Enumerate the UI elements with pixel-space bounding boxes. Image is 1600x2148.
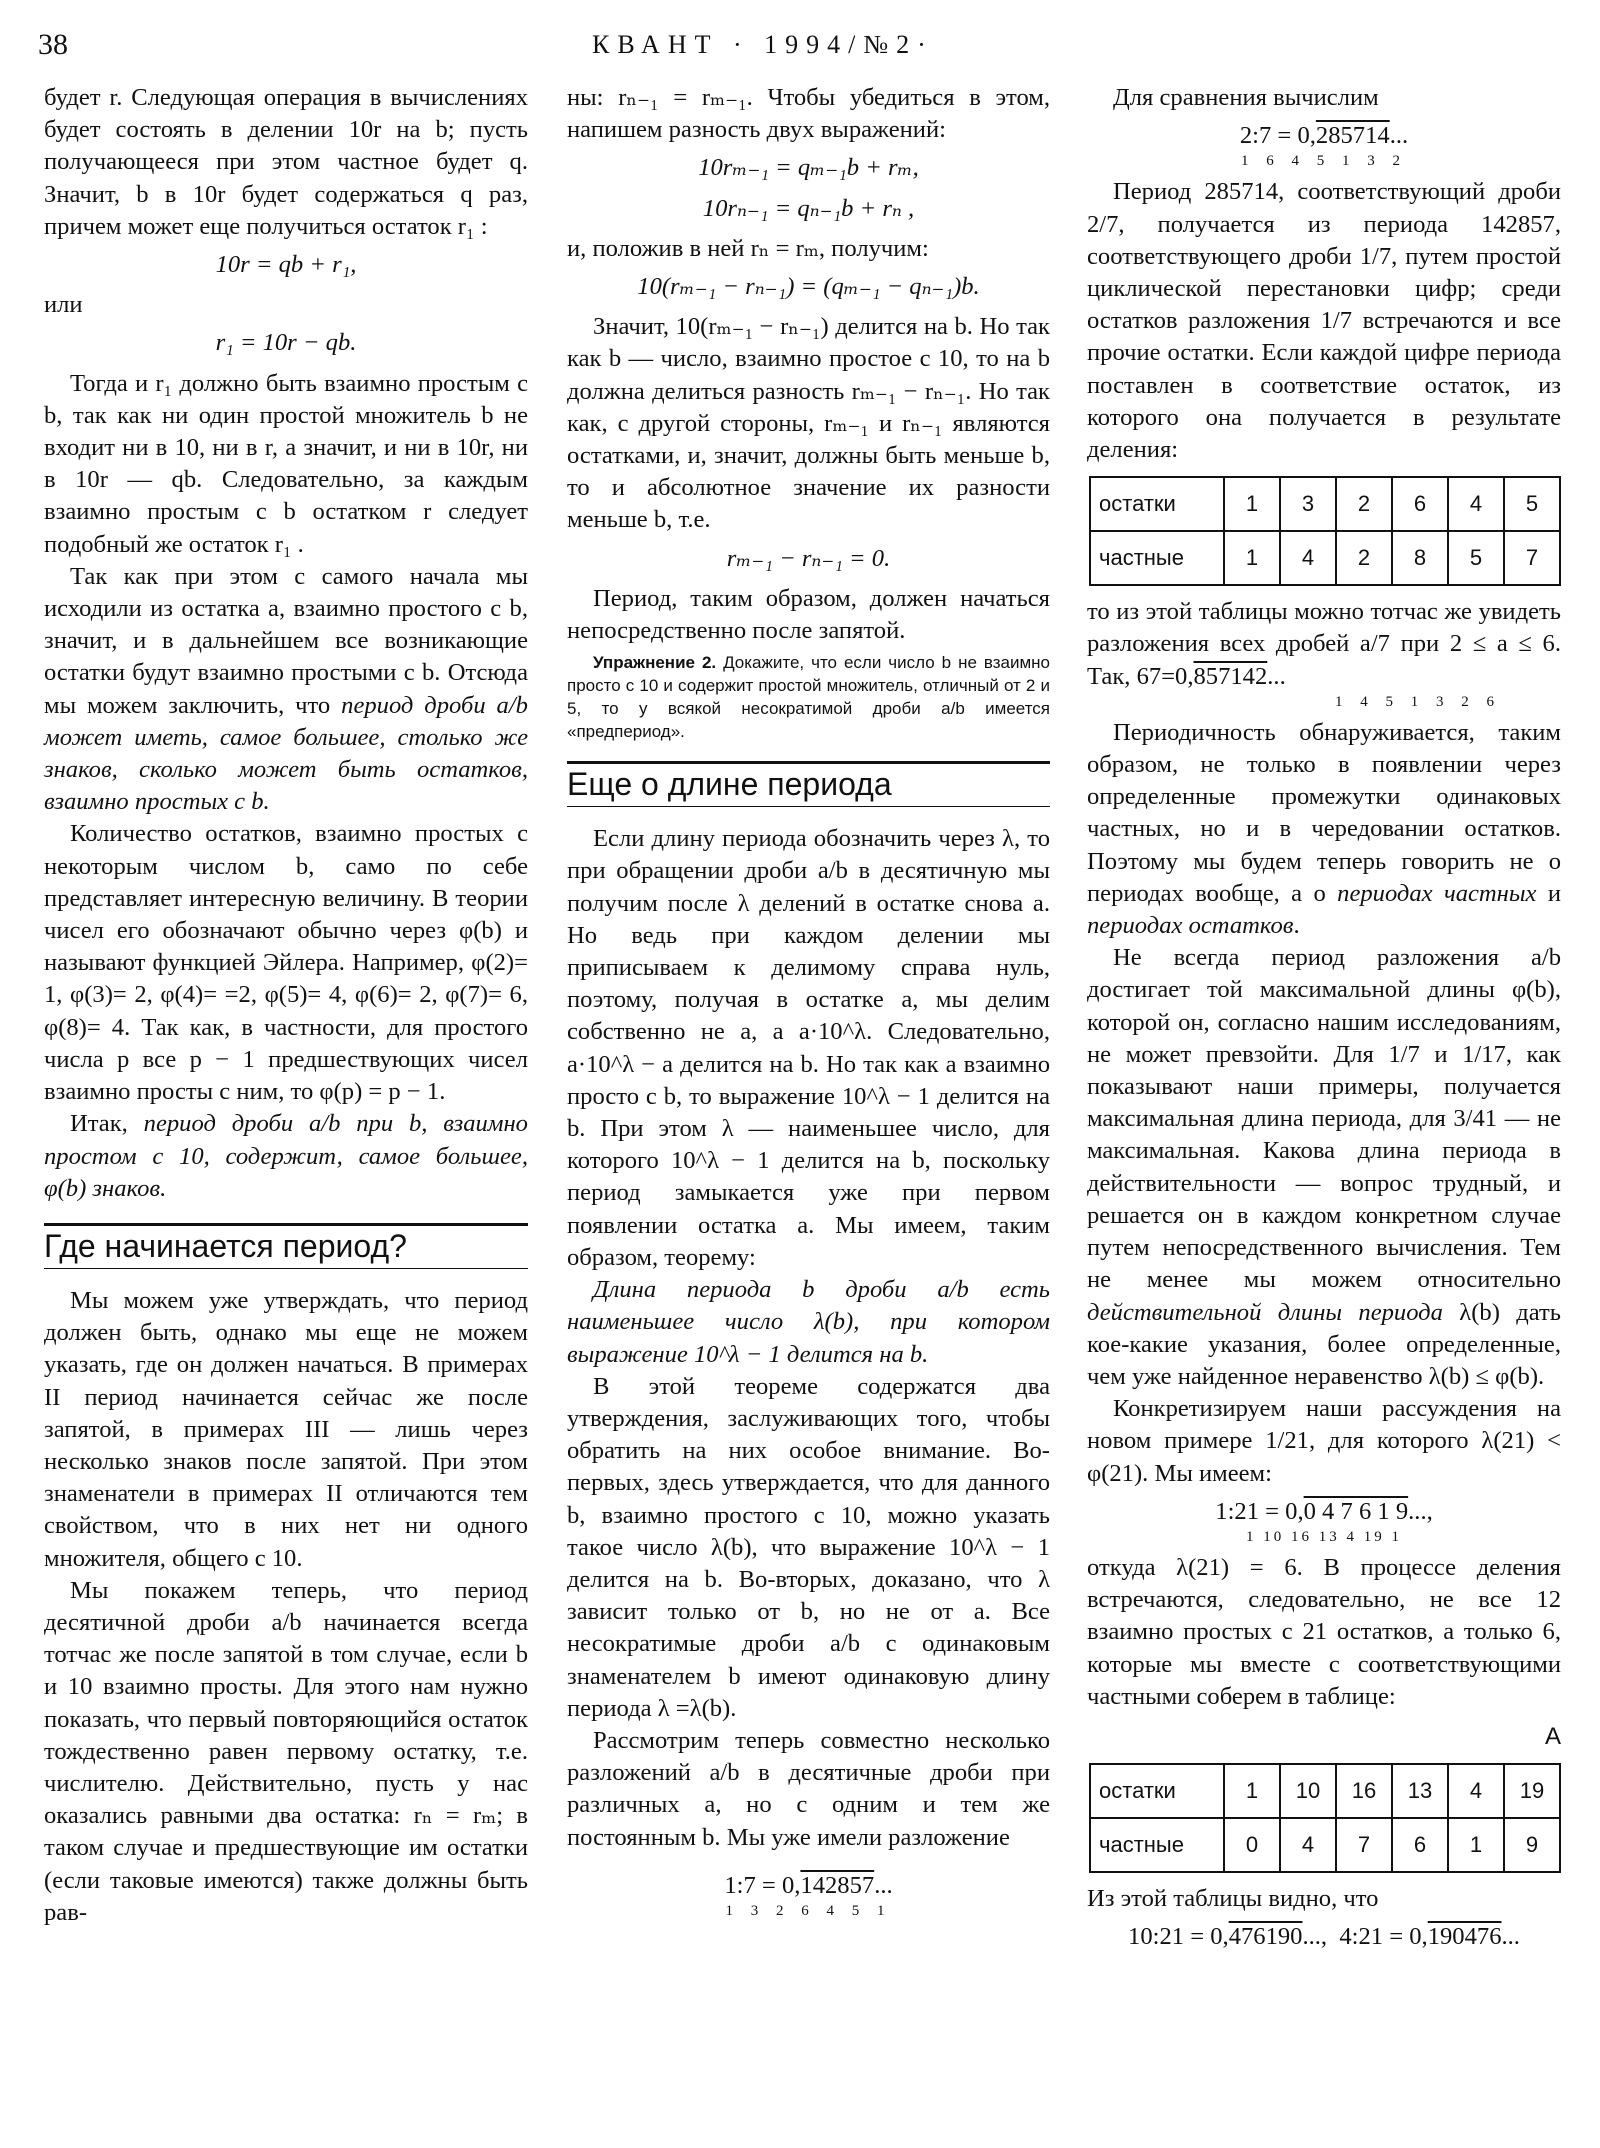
table-cell: 6 <box>1392 1818 1448 1872</box>
table-cell: частные <box>1090 1818 1224 1872</box>
equation: 10:21 = 0,476190..., 4:21 = 0,190476... <box>1128 1923 1520 1951</box>
table-cell: частные <box>1090 531 1224 585</box>
table-row <box>1090 1818 1560 1872</box>
table-cell: 9 <box>1504 1818 1560 1872</box>
table-cell: 4 <box>1448 477 1504 531</box>
paragraph: Если длину периода обозначить через λ, то при обращении дроби a/b в десятичную мы получим после λ делений в остатке снова a. Но ведь при каждом делении мы приписываем к делимому справа нуль, поэтому, получая в остатке a, мы делим собственно не a, а a·10^λ. Следовательно, a·10^λ − a делится на b. Но так как a взаимно просто с b, то выражение 10^λ − 1 делится на b. При этом λ — наименьшее число, для которого 10^λ − 1 делится на b, поскольку период замыкается уже при первом появлении остатка a. Мы имеем, таким образом, теорему: <box>567 825 1050 1271</box>
remainder-digits: 1 10 16 13 4 19 1 <box>1246 1528 1402 1545</box>
remainders-table-7 <box>1089 476 1561 586</box>
table-cell: 16 <box>1336 1764 1392 1818</box>
table-cell: 2 <box>1336 531 1392 585</box>
paragraph: Так как при этом с самого начала мы исходили из остатка a, взаимно простого с b, значит, и в дальнейшем все возникающие остатки будут взаимно простыми с b. Отсюда мы можем заключить, что период дроби a/b может иметь, самое большее, столько же знаков, сколько может быть остатков, взаимно простых с b. <box>44 562 528 816</box>
paragraph: Значит, 10(rₘ₋₁ − rₙ₋₁) делится на b. Но так как b — число, взаимно простое с 10, то на b должна делиться разность rₘ₋₁ − rₙ₋₁. Но так как, с другой стороны, rₘ₋₁ и rₙ₋₁ являются остатками, и, значит, должны быть меньше b, то и абсолютное значение их разности меньше b, т.е. <box>567 313 1050 534</box>
journal-header: КВАНТ · 1994/№2· <box>592 30 934 59</box>
paragraph: будет r. Следующая операция в вычислениях будет состоять в делении 10r на b; пусть получающееся при этом частное будет q. Значит, b в 10r будет содержаться q раз, причем может еще получиться остаток r₁ : <box>44 84 528 240</box>
table-cell: 7 <box>1336 1818 1392 1872</box>
table-cell: 8 <box>1392 531 1448 585</box>
table-cell: 13 <box>1392 1764 1448 1818</box>
table-cell: 1 <box>1448 1818 1504 1872</box>
paragraph: и, положив в ней rₙ = rₘ, получим: <box>567 234 929 262</box>
paragraph: Мы покажем теперь, что период десятичной дроби a/b начинается всегда тотчас же после запятой в том случае, если b и 10 взаимно просты. Для этого нам нужно показать, что первый повторяющийся остаток тождественно равен первому остатку, т.е. числителю. Действительно, пусть у нас оказались равными два остатка: rₙ = rₘ; в таком случае и предшествующие им остатки (если таковые имеются) также должны быть рав- <box>44 1576 528 1926</box>
table-cell: остатки <box>1090 477 1224 531</box>
table-cell: 5 <box>1448 531 1504 585</box>
remainder-digits: 1 4 5 1 3 2 6 <box>1335 693 1501 710</box>
remainders-table-21 <box>1089 1763 1561 1873</box>
table-row <box>1090 1764 1560 1818</box>
table-row <box>1090 477 1560 531</box>
equation: 10rₙ₋₁ = qₙ₋₁b + rₙ , <box>702 194 915 222</box>
table-cell: 1 <box>1224 531 1280 585</box>
table-cell: 4 <box>1280 531 1336 585</box>
equation: 2:7 = 0,285714... <box>1239 122 1409 150</box>
paragraph: Период, таким образом, должен начаться непосредственно после запятой. <box>567 584 1050 645</box>
exercise: Упражнение 2. Докажите, что если число b не взаимно просто с 10 и содержит простой множитель, отличный от 2 и 5, то у всякой несократимой дроби a/b имеется «предпериод». <box>567 653 1050 742</box>
table-cell: 19 <box>1504 1764 1560 1818</box>
equation: 10r = qb + r₁, <box>215 251 357 279</box>
equation: rₘ₋₁ − rₙ₋₁ = 0. <box>726 544 891 572</box>
paragraph: В этой теореме содержатся два утверждения, заслуживающих того, чтобы обратить на них особое внимание. Во-первых, здесь утверждается, что для данного b, взаимно простого с 10, можно указать такое число λ(b), что выражение 10^λ − 1 делится на b. Во-вторых, доказано, что λ зависит только от b, но не от a. Все несократимые дроби a/b с одинаковым знаменателем b имеют одинаковую длину периода λ =λ(b). <box>567 1372 1050 1722</box>
paragraph: Тогда и r₁ должно быть взаимно простым с b, так как ни один простой множитель b не входит ни в 10, ни в r, а значит, и ни в 10r, ни в 10r — qb. Следовательно, за каждым взаимно простым с b остатком r следует подобный же остаток r₁ . <box>44 369 528 558</box>
table-cell: 2 <box>1336 477 1392 531</box>
table-cell: 10 <box>1280 1764 1336 1818</box>
table-row <box>1090 531 1560 585</box>
table-cell: 7 <box>1504 531 1560 585</box>
equation: 1:21 = 0,0 4 7 6 1 9..., <box>1215 1497 1433 1525</box>
paragraph: Период 285714, соответствующий дроби 2/7, получается из периода 142857, соответствующего дроби 1/7, путем простой циклической перестановки цифр; среди остатков разложения 1/7 встречаются и все прочие остатки. Если каждой цифре периода поставлен в соответствие остаток, из которого она получается в результате деления: <box>1087 178 1561 464</box>
paragraph: Мы можем уже утверждать, что период должен быть, однако мы еще не можем указать, где он должен начаться. В примерах II период начинается сейчас же после запятой, в примерах III — лишь через несколько знаков после запятой. При этом знаменатели в примерах II отличаются тем свойством, что в них нет ни одного множителя, общего с 10. <box>44 1286 528 1572</box>
page-number: 38 <box>38 28 68 61</box>
table-cell: 0 <box>1224 1818 1280 1872</box>
paragraph: Не всегда период разложения a/b достигает той максимальной длины φ(b), которой он, согласно нашим исследованиям, не может превзойти. Для 1/7 и 1/17, как показывают наши примеры, получается максимальная длина периода, для 3/41 — не максимальная. Какова длина периода в действительности — вопрос трудный, и решается он в каждом конкретном случае путем непосредственного вычисления. Тем не менее мы можем относительно действительной длины периода λ(b) дать кое-какие указания, более определенные, чем уже найденное неравенство λ(b) ≤ φ(b). <box>1087 944 1562 1390</box>
table-cell: остатки <box>1090 1764 1224 1818</box>
paragraph: Из этой таблицы видно, что <box>1087 1885 1379 1913</box>
section-heading: Где начинается период? <box>44 1223 528 1269</box>
table-cell: 4 <box>1280 1818 1336 1872</box>
paragraph: Конкретизируем наши рассуждения на новом примере 1/21, для которого λ(21) < φ(21). Мы имеем: <box>1087 1395 1561 1487</box>
column-3 <box>1087 82 1561 1962</box>
column-1 <box>44 82 528 1929</box>
column-2 <box>567 82 1050 1926</box>
paragraph: Рассмотрим теперь совместно несколько разложений a/b в десятичные дроби при различных a, но с одним и тем же постоянным b. Мы уже имели разложение <box>567 1726 1050 1851</box>
table-cell: 1 <box>1224 477 1280 531</box>
equation: r₁ = 10r − qb. <box>215 329 357 357</box>
paragraph: Для сравнения вычислим <box>1113 84 1379 111</box>
equation: 10(rₘ₋₁ − rₙ₋₁) = (qₘ₋₁ − qₙ₋₁)b. <box>637 273 980 301</box>
table-cell: 4 <box>1448 1764 1504 1818</box>
remainder-digits: 1 3 2 6 4 5 1 <box>725 1902 892 1919</box>
table-cell: 6 <box>1392 477 1448 531</box>
theorem: Длина периода b дроби a/b есть наименьшее число λ(b), при котором выражение 10^λ − 1 делится на b. <box>567 1276 1050 1368</box>
paragraph: Итак, период дроби a/b при b, взаимно простом с 10, содержит, самое большее, φ(b) знаков. <box>44 1110 528 1202</box>
equation: 10rₘ₋₁ = qₘ₋₁b + rₘ, <box>698 154 919 182</box>
paragraph: то из этой таблицы можно тотчас же увидеть разложения всех дробей a/7 при 2 ≤ a ≤ 6. Так, 67=0,857142... <box>1087 598 1561 690</box>
remainder-digits: 1 6 4 5 1 3 2 <box>1241 153 1407 170</box>
paragraph: или <box>44 291 83 319</box>
paragraph: ны: rₙ₋₁ = rₘ₋₁. Чтобы убедиться в этом, напишем разность двух выражений: <box>567 84 1050 144</box>
section-heading: Еще о длине периода <box>567 761 1050 807</box>
table-cell: 3 <box>1280 477 1336 531</box>
equation: 1:7 = 0,142857... <box>724 1871 893 1899</box>
paragraph: Периодичность обнаруживается, таким образом, не только в появлении через определенные промежутки одинаковых частных, но и в чередовании остатков. Поэтому мы будем теперь говорить не о периодах вообще, а о периодах частных и периодах остатков. <box>1087 718 1561 940</box>
table-cell: 1 <box>1224 1764 1280 1818</box>
table-cell: 5 <box>1504 477 1560 531</box>
table-label: A <box>1544 1722 1561 1750</box>
paragraph: откуда λ(21) = 6. В процессе деления встречаются, следовательно, не все 12 взаимно простых с 21 остатков, а только 6, которые мы вместе с соответствующими частными соберем в таблице: <box>1087 1553 1561 1710</box>
paragraph: Количество остатков, взаимно простых с некоторым числом b, само по себе представляет интересную величину. В теории чисел его обозначают обычно через φ(b) и называют функцией Эйлера. Например, φ(2)= 1, φ(3)= 2, φ(4)= =2, φ(5)= 4, φ(6)= 2, φ(7)= 6, φ(8)= 4. Так как, в частности, для простого числа p все p − 1 предшествующих чисел взаимно просты с ним, то φ(p) = p − 1. <box>44 820 528 1106</box>
